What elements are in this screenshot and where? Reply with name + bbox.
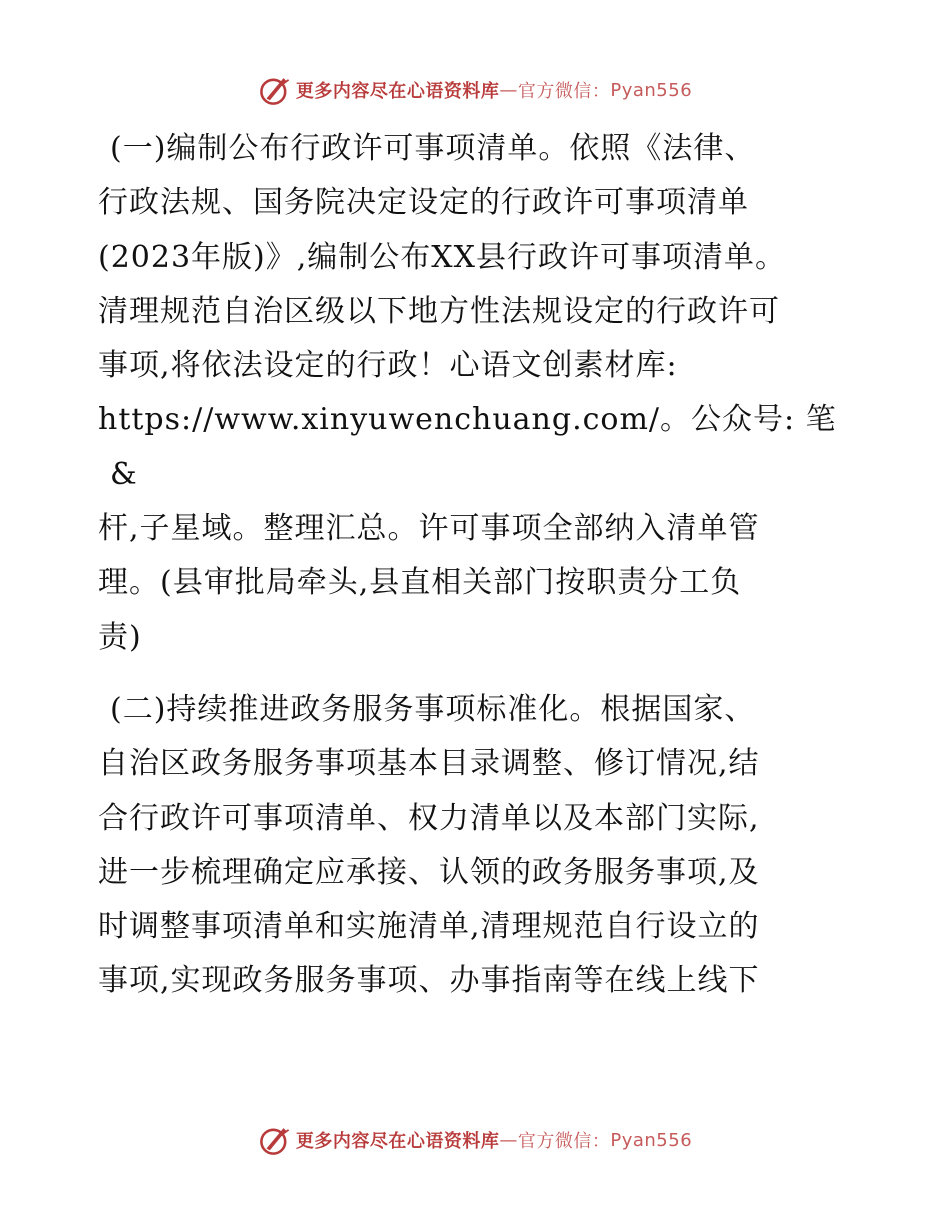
document-body <box>98 122 858 1009</box>
line: 责) <box>98 619 142 655</box>
line: 理。(县审批局牵头,县直相关部门按职责分工负 <box>98 565 742 601</box>
url-line: https://www.xinyuwenchuang.com/。公众号: 笔& <box>98 402 837 492</box>
line: 杆,子星域。整理汇总。许可事项全部纳入清单管 <box>98 511 760 547</box>
paragraph-2 <box>98 683 858 1009</box>
line: 清理规范自治区级以下地方性法规设定的行政许可 <box>98 293 780 329</box>
line: 进一步梳理确定应承接、认领的政务服务事项,及 <box>98 854 760 890</box>
line: 事项,将依法设定的行政！心语文创素材库: <box>98 348 678 384</box>
header-watermark-banner <box>0 70 950 110</box>
line: (一)编制公布行政许可事项清单。依照《法律、 <box>110 131 756 166</box>
banner-wechat-id: Pyan556 <box>610 79 693 101</box>
line: 自治区政务服务事项基本目录调整、修订情况,结 <box>98 746 760 782</box>
quill-logo-icon <box>258 1123 292 1157</box>
footer-watermark-banner <box>0 1120 950 1160</box>
banner-main-text: 更多内容尽在心语资料库 <box>295 81 500 102</box>
paragraph-1 <box>98 122 858 665</box>
line: 事项,实现政务服务事项、办事指南等在线上线下 <box>98 963 760 999</box>
line: 合行政许可事项清单、权力清单以及本部门实际, <box>98 800 760 836</box>
line: 时调整事项清单和实施清单,清理规范自行设立的 <box>98 909 760 945</box>
banner-wechat-id: Pyan556 <box>610 1129 693 1151</box>
quill-logo-icon <box>258 73 292 107</box>
line: (二)持续推进政务服务事项标准化。根据国家、 <box>110 691 756 727</box>
banner-dash: — <box>499 1129 518 1151</box>
line: (2023年版)》,编制公布XX县行政许可事项清单。 <box>98 239 787 275</box>
banner-wechat-label: 官方微信： <box>517 81 611 102</box>
banner-main-text: 更多内容尽在心语资料库 <box>295 1131 500 1152</box>
banner-dash: — <box>499 79 518 101</box>
banner-wechat-label: 官方微信： <box>517 1131 611 1152</box>
line: 行政法规、国务院决定设定的行政许可事项清单 <box>98 185 749 221</box>
